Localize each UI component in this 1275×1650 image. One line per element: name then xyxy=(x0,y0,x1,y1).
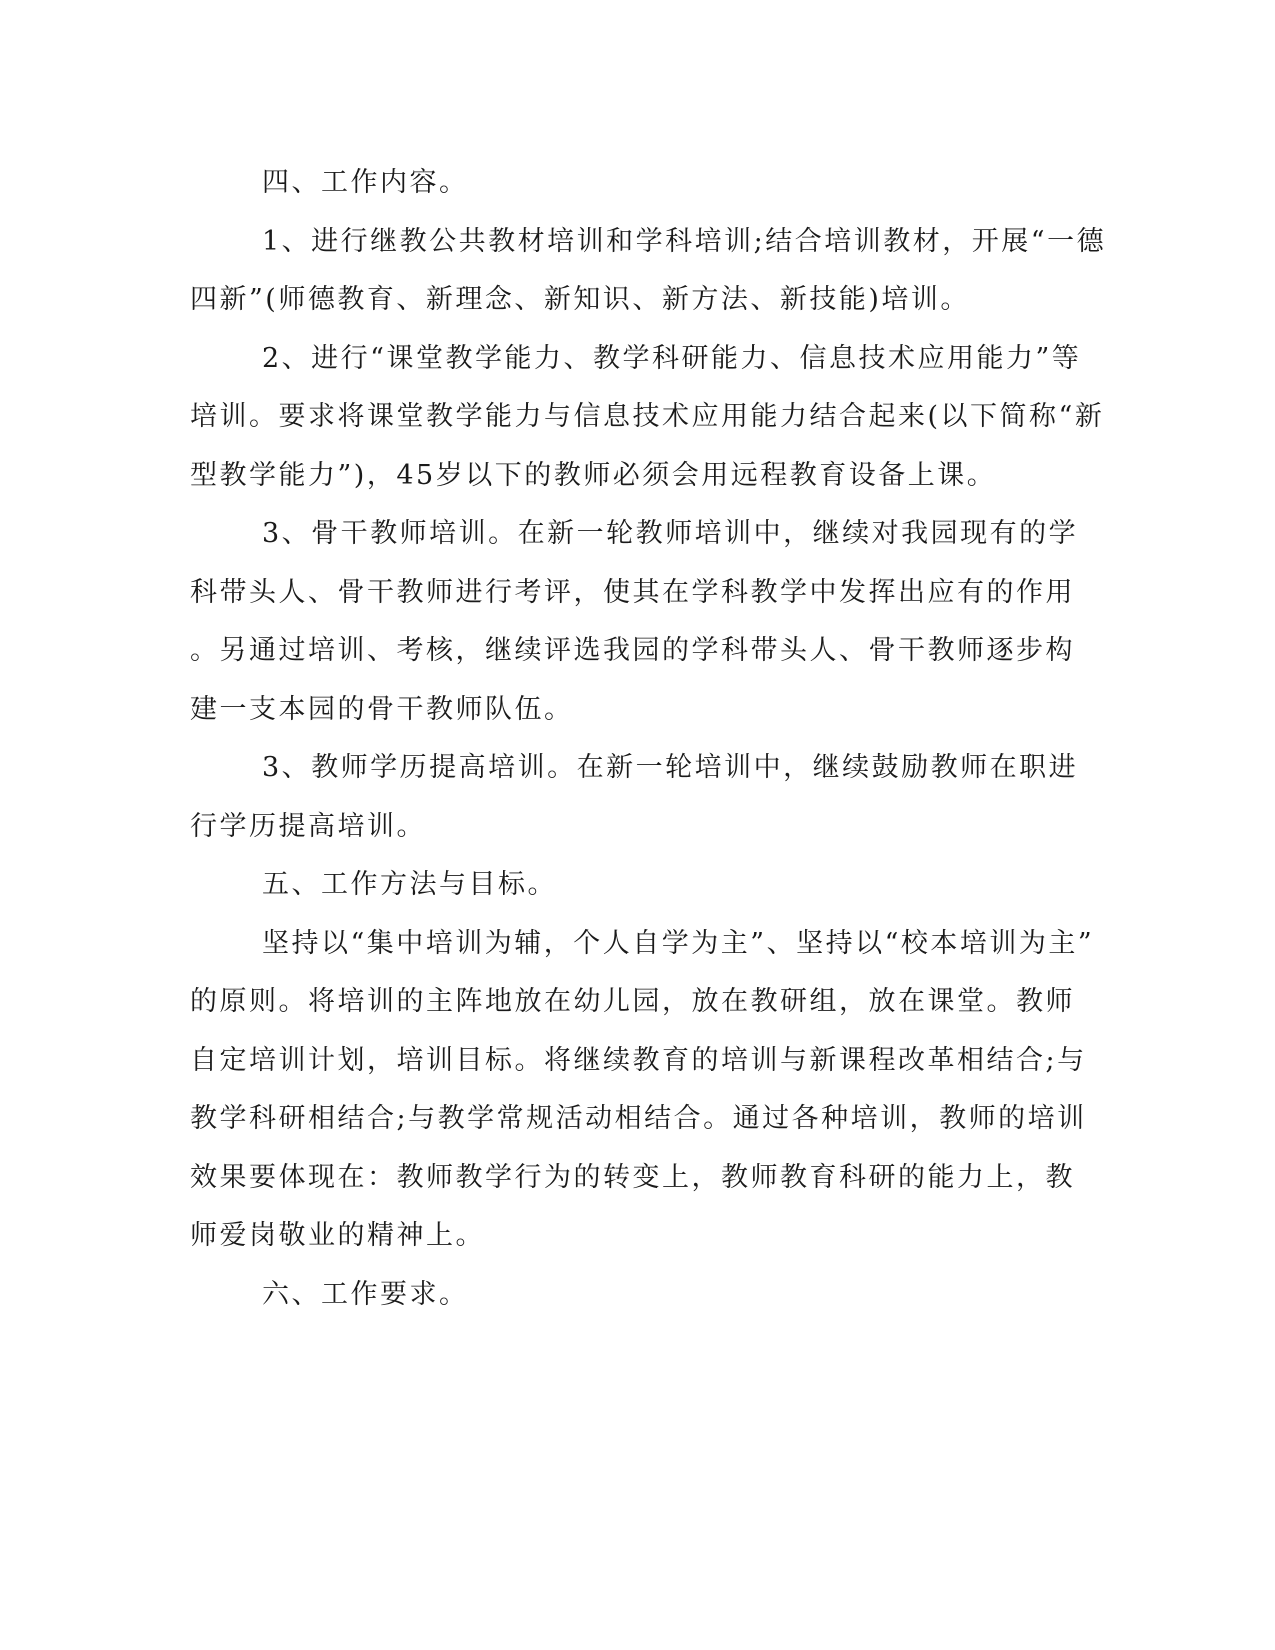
paragraph-line: 型教学能力”)，45岁以下的教师必须会用远程教育设备上课。 xyxy=(190,460,997,491)
paragraph-line: 行学历提高培训。 xyxy=(190,811,426,842)
paragraph-line: 3、教师学历提高培训。在新一轮培训中，继续鼓励教师在职进 xyxy=(262,752,1079,783)
paragraph-line: 师爱岗敬业的精神上。 xyxy=(190,1220,485,1251)
paragraph-line: 自定培训计划，培训目标。将继续教育的培训与新课程改革相结合;与 xyxy=(190,1045,1087,1076)
paragraph-line: 教学科研相结合;与教学常规活动相结合。通过各种培训，教师的培训 xyxy=(190,1103,1087,1134)
paragraph-line: 建一支本园的骨干教师队伍。 xyxy=(190,694,574,725)
paragraph-line: 效果要体现在：教师教学行为的转变上，教师教育科研的能力上，教 xyxy=(190,1162,1075,1193)
paragraph-line: 。另通过培训、考核，继续评选我园的学科带头人、骨干教师逐步构 xyxy=(190,635,1075,666)
paragraph-line: 的原则。将培训的主阵地放在幼儿园，放在教研组，放在课堂。教师 xyxy=(190,986,1075,1017)
paragraph-line: 科带头人、骨干教师进行考评，使其在学科教学中发挥出应有的作用 xyxy=(190,577,1075,608)
paragraph-line: 3、骨干教师培训。在新一轮教师培训中，继续对我园现有的学 xyxy=(262,518,1079,549)
paragraph-line: 2、进行“课堂教学能力、教学科研能力、信息技术应用能力”等 xyxy=(262,343,1082,374)
section-heading-methods-goals: 五、工作方法与目标。 xyxy=(262,869,557,900)
paragraph-line: 坚持以“集中培训为辅，个人自学为主”、坚持以“校本培训为主” xyxy=(262,928,1095,959)
paragraph-line: 1、进行继教公共教材培训和学科培训;结合培训教材，开展“一德 xyxy=(262,226,1107,257)
paragraph-line: 四新”(师德教育、新理念、新知识、新方法、新技能)培训。 xyxy=(190,284,970,315)
section-heading-work-requirements: 六、工作要求。 xyxy=(262,1279,469,1310)
paragraph-line: 培训。要求将课堂教学能力与信息技术应用能力结合起来(以下简称“新 xyxy=(190,401,1105,432)
section-heading-work-content: 四、工作内容。 xyxy=(262,167,469,198)
